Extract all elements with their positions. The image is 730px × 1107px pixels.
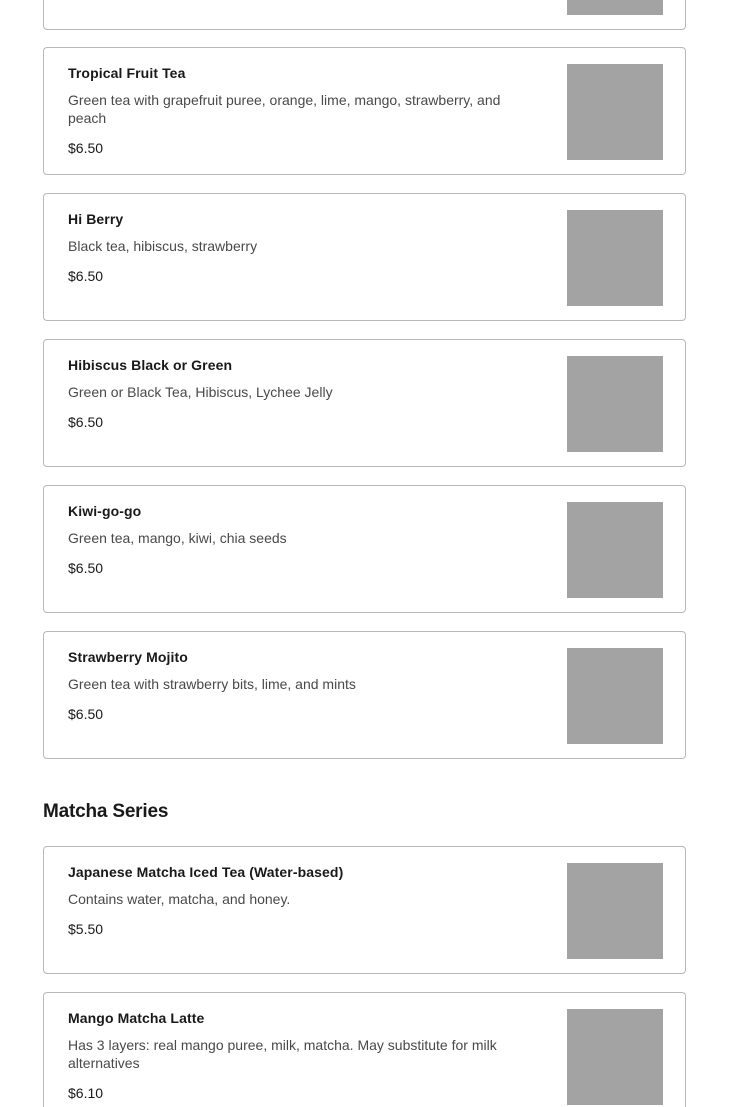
item-image bbox=[567, 502, 663, 598]
item-description: Has 3 layers: real mango puree, milk, matcha. May substitute for milk alternatives bbox=[68, 1037, 497, 1071]
menu-item-card[interactable] bbox=[43, 0, 686, 30]
item-name: Tropical Fruit Tea bbox=[68, 65, 186, 81]
item-description: Black tea, hibiscus, strawberry bbox=[68, 238, 258, 254]
item-image bbox=[567, 64, 663, 160]
item-price: $6.50 bbox=[68, 414, 104, 430]
item-name: Hi Berry bbox=[68, 211, 124, 227]
item-description: Contains water, matcha, and honey. bbox=[68, 891, 291, 907]
item-image bbox=[567, 648, 663, 744]
item-image bbox=[567, 863, 663, 959]
item-image bbox=[567, 210, 663, 306]
section-title: Matcha Series bbox=[43, 801, 169, 822]
menu-item-card[interactable] bbox=[43, 47, 686, 175]
item-description: Green or Black Tea, Hibiscus, Lychee Jelly bbox=[68, 384, 333, 400]
item-name: Japanese Matcha Iced Tea (Water-based) bbox=[68, 864, 344, 880]
item-image bbox=[567, 0, 663, 15]
item-image bbox=[567, 1009, 663, 1105]
item-price: $6.50 bbox=[68, 140, 104, 156]
menu-item-card[interactable] bbox=[43, 485, 686, 613]
menu-item-card[interactable] bbox=[43, 339, 686, 467]
item-price: $6.50 bbox=[68, 560, 104, 576]
item-description: Green tea with grapefruit puree, orange, lime, mango, strawberry, and peach bbox=[68, 92, 501, 126]
item-name: Hibiscus Black or Green bbox=[68, 357, 233, 373]
item-description: Green tea with strawberry bits, lime, and mints bbox=[68, 676, 356, 692]
item-name: Mango Matcha Latte bbox=[68, 1010, 205, 1026]
item-price: $6.10 bbox=[68, 1085, 104, 1101]
item-price: $6.50 bbox=[68, 268, 104, 284]
item-price: $6.50 bbox=[68, 706, 104, 722]
item-image bbox=[567, 356, 663, 452]
item-name: Strawberry Mojito bbox=[68, 649, 188, 665]
menu-item-card[interactable] bbox=[43, 631, 686, 759]
item-price: $5.50 bbox=[68, 921, 104, 937]
menu-item-card[interactable] bbox=[43, 846, 686, 974]
menu-item-card[interactable] bbox=[43, 193, 686, 321]
menu-item-card[interactable] bbox=[43, 992, 686, 1107]
item-description: Green tea, mango, kiwi, chia seeds bbox=[68, 530, 287, 546]
item-name: Kiwi-go-go bbox=[68, 503, 142, 519]
